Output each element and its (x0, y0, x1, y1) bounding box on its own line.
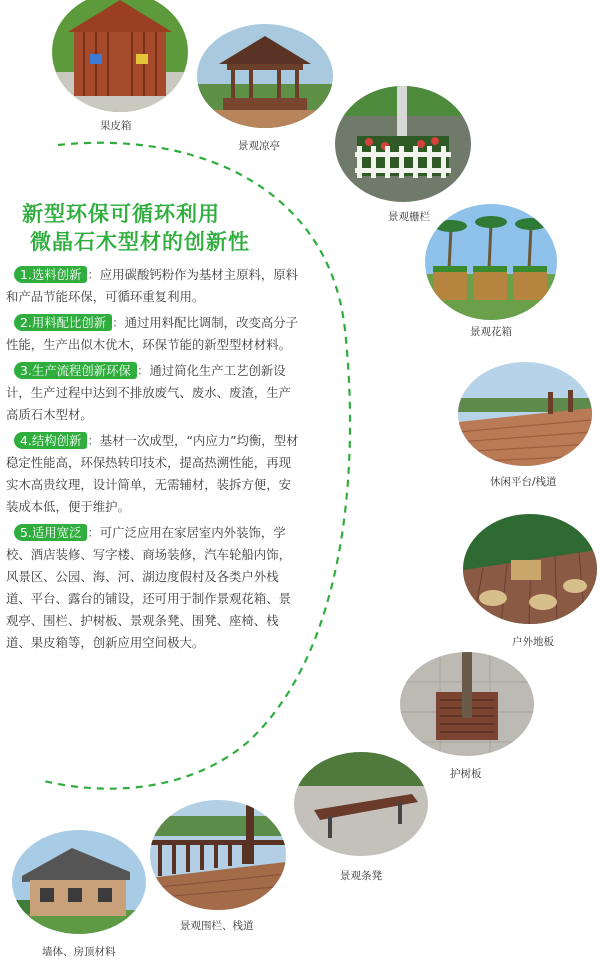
caption-railing: 景观围栏、栈道 (180, 920, 254, 932)
point-label: 5.适用宽泛 (14, 524, 87, 541)
point-text: 通过用料配比调制，改变高分子性能，生产出似木优木，环保节能的新型型材材料。 (6, 315, 299, 352)
photo-tree-grate (400, 652, 534, 756)
photo-pavilion (197, 24, 333, 128)
headline-line-2: 微晶石木型材的创新性 (30, 229, 250, 254)
caption-boardwalk: 休闲平台/栈道 (490, 476, 557, 488)
photo-deck (463, 514, 597, 624)
caption-bench: 景观条凳 (340, 870, 382, 882)
photo-bench (294, 752, 428, 856)
point-label: 2.用料配比创新 (14, 314, 112, 331)
photo-fence-bed (335, 86, 471, 202)
caption-fence-bed: 景观栅栏 (388, 211, 430, 223)
point-text: 基材一次成型，“内应力”均衡，型材稳定性能高，环保热转印技术，提高热溯性能，再现实木高贵纹理，设计简单，无需辅材，装拆方便，安装成本低，便于维护。 (6, 433, 299, 514)
caption-house: 墙体、房顶材料 (42, 946, 116, 958)
point-text: 可广泛应用在家居室内外装饰，学校、酒店装修、写字楼、商场装修，汽车轮船内饰，风景区、公园、海、河、湖边度假村及各类户外栈道、平台、露台的铺设，还可用于制作景观花箱、景观亭、围栏、护树板、景观条凳、围凳、座椅、栈道、果皮箱等，创新应用空间极大。 (6, 525, 291, 650)
photo-house (12, 830, 146, 934)
innovation-point-3: 3.生产流程创新环保 ：通过简化生产工艺创新设计，生产过程中达到不排放废气、废水、废渣，生产高质石木型材。 (6, 363, 291, 422)
caption-planters: 景观花箱 (470, 326, 512, 338)
headline-line-1: 新型环保可循环利用 (22, 201, 220, 226)
innovation-point-4: 4.结构创新 ：基材一次成型，“内应力”均衡，型材稳定性能高，环保热转印技术，提高热溯性能，再现实木高贵纹理，设计简单，无需辅材，装拆方便，安装成本低，便于维护。 (6, 433, 299, 514)
point-label: 1.选料创新 (14, 266, 87, 283)
caption-deck: 户外地板 (512, 636, 554, 648)
innovation-point-5: 5.适用宽泛 ：可广泛应用在家居室内外装饰，学校、酒店装修、写字楼、商场装修，汽车轮船内饰，风景区、公园、海、河、湖边度假村及各类户外栈道、平台、露台的铺设，还可用于制作景观花箱、景观亭、围栏、护树板、景观条凳、围凳、座椅、栈道、果皮箱等，创新应用空间极大。 (6, 525, 291, 650)
innovation-point-2: 2.用料配比创新 ：通过用料配比调制，改变高分子性能，生产出似木优木，环保节能的新型型材材料。 (6, 315, 299, 352)
innovation-list (6, 264, 302, 658)
caption-trash-bin: 果皮箱 (100, 120, 132, 132)
photo-planters (425, 204, 557, 320)
point-text: 通过简化生产工艺创新设计，生产过程中达到不排放废气、废水、废渣，生产高质石木型材。 (6, 363, 291, 422)
caption-pavilion: 景观凉亭 (238, 140, 280, 152)
innovation-point-1: 1.选料创新 ：应用碳酸钙粉作为基材主原料，原料和产品节能环保，可循环重复利用。 (6, 267, 299, 304)
point-label: 4.结构创新 (14, 432, 87, 449)
photo-railing (150, 800, 286, 910)
point-text: 应用碳酸钙粉作为基材主原料，原料和产品节能环保，可循环重复利用。 (6, 267, 299, 304)
headline (22, 200, 322, 256)
point-label: 3.生产流程创新环保 (14, 362, 137, 379)
caption-tree-grate: 护树板 (450, 768, 482, 780)
photo-boardwalk (458, 362, 592, 466)
